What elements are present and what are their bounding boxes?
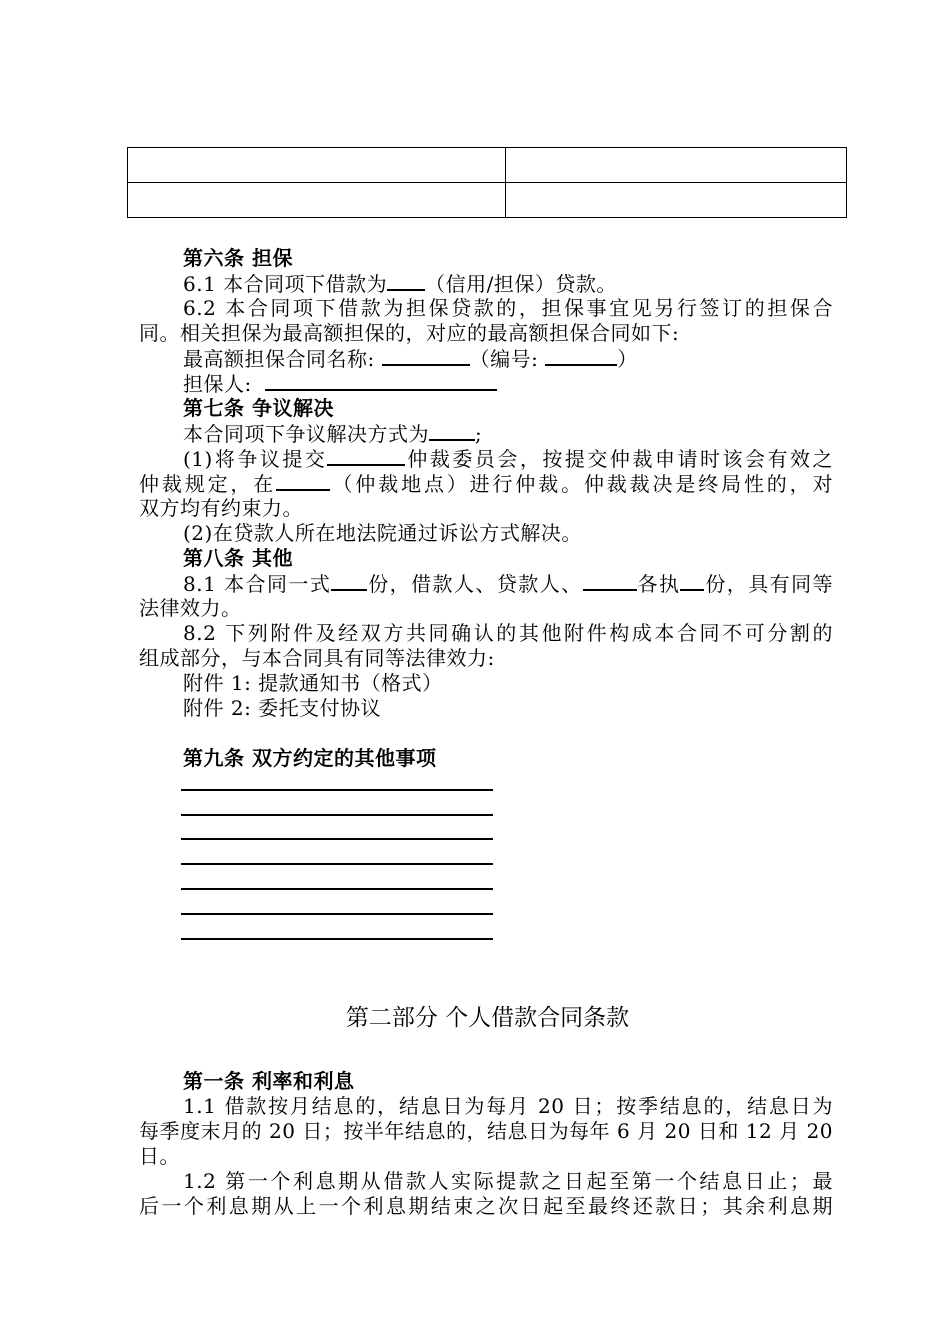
- blank-field: [583, 571, 637, 591]
- blank-rule: [181, 838, 493, 840]
- part-2-article-1-title: 第一条 利率和利息: [183, 1069, 355, 1093]
- article-6-title: 第六条 担保: [183, 246, 293, 270]
- blank-field: [545, 346, 617, 366]
- article-9-title: 第九条 双方约定的其他事项: [183, 746, 437, 770]
- article-7-option-1-line-2: [139, 471, 833, 496]
- blank-table: [127, 147, 847, 218]
- blank-rule: [181, 814, 493, 816]
- text-segment: (1)将争议提交: [183, 447, 328, 471]
- text-segment: ;: [475, 422, 483, 446]
- text-segment: 担保人:: [183, 372, 252, 396]
- part-2-1-1-line-1: 1.1 借款按月结息的，结息日为每月 20 日；按季结息的，结息日为: [183, 1094, 833, 1118]
- blank-field: [276, 471, 330, 491]
- text-segment: 仲裁委员会，按提交仲裁申请时该会有效之: [405, 447, 833, 471]
- article-7-title: 第七条 争议解决: [183, 396, 334, 420]
- table-cell: [506, 148, 847, 183]
- blank-field: [680, 571, 704, 591]
- blank-field: [265, 371, 497, 391]
- blank-rule: [181, 888, 493, 890]
- attachment-2: 附件 2: 委托支付协议: [183, 696, 382, 720]
- article-7-intro: [183, 421, 482, 446]
- table-cell: [128, 148, 506, 183]
- article-6-1: [183, 271, 617, 296]
- part-2-1-1-line-2: 每季度末月的 20 日；按半年结息的，结息日为每年 6 月 20 日和 12 月 20: [139, 1119, 833, 1143]
- blank-field: [429, 421, 475, 441]
- part-2-1-2-line-2: 后一个利息期从上一个利息期结束之次日起至最终还款日；其余利息期: [139, 1194, 833, 1218]
- part-2-heading: 第二部分 个人借款合同条款: [345, 1005, 630, 1031]
- article-8-1-line-2: 法律效力。: [139, 596, 242, 620]
- article-6-2-line-2: 同。相关担保为最高额担保的，对应的最高额担保合同如下:: [139, 321, 680, 345]
- table-row: [128, 148, 847, 183]
- blank-field: [327, 446, 405, 466]
- text-segment: 仲裁规定，在: [139, 472, 277, 496]
- article-6-2-line-1: 6.2 本合同项下借款为担保贷款的，担保事宜见另行签订的担保合: [183, 296, 833, 320]
- article-8-2-line-1: 8.2 下列附件及经双方共同确认的其他附件构成本合同不可分割的: [183, 621, 833, 645]
- article-8-title: 第八条 其他: [183, 546, 293, 570]
- text-segment: 份，借款人、贷款人、: [367, 572, 583, 596]
- text-segment: 最高额担保合同名称:: [183, 347, 375, 371]
- guarantee-contract-name: [183, 346, 638, 371]
- blank-field: [331, 571, 367, 591]
- text-segment: ）: [617, 347, 638, 371]
- guarantor-line: [183, 371, 497, 396]
- blank-rule: [181, 863, 493, 865]
- blank-field: [382, 346, 470, 366]
- text-segment: 8.1 本合同一式: [183, 572, 332, 596]
- text-segment: （编号:: [469, 347, 539, 371]
- text-segment: 份，具有同等: [704, 572, 834, 596]
- article-7-option-1-line-1: [183, 446, 833, 471]
- blank-field: [387, 271, 425, 291]
- blank-rule: [181, 938, 493, 940]
- text-segment: （仲裁地点）进行仲裁。仲裁裁决是终局性的，对: [330, 472, 834, 496]
- table-cell: [128, 183, 506, 218]
- table-cell: [506, 183, 847, 218]
- part-2-1-1-line-3: 日。: [139, 1144, 180, 1168]
- blank-rule: [181, 789, 493, 791]
- article-8-2-line-2: 组成部分，与本合同具有同等法律效力:: [139, 646, 495, 670]
- text-segment: 本合同项下争议解决方式为: [183, 422, 429, 446]
- attachment-1: 附件 1: 提款通知书（格式）: [183, 671, 443, 695]
- text-segment: （信用/担保）贷款。: [425, 272, 617, 296]
- article-7-option-2: (2)在贷款人所在地法院通过诉讼方式解决。: [183, 521, 582, 545]
- text-segment: 各执: [636, 572, 681, 596]
- part-2-1-2-line-1: 1.2 第一个利息期从借款人实际提款之日起至第一个结息日止；最: [183, 1169, 833, 1193]
- article-8-1-line-1: [183, 571, 833, 596]
- text-segment: 6.1 本合同项下借款为: [183, 272, 388, 296]
- table-row: [128, 183, 847, 218]
- article-7-option-1-line-3: 双方均有约束力。: [139, 496, 303, 520]
- blank-rule: [181, 913, 493, 915]
